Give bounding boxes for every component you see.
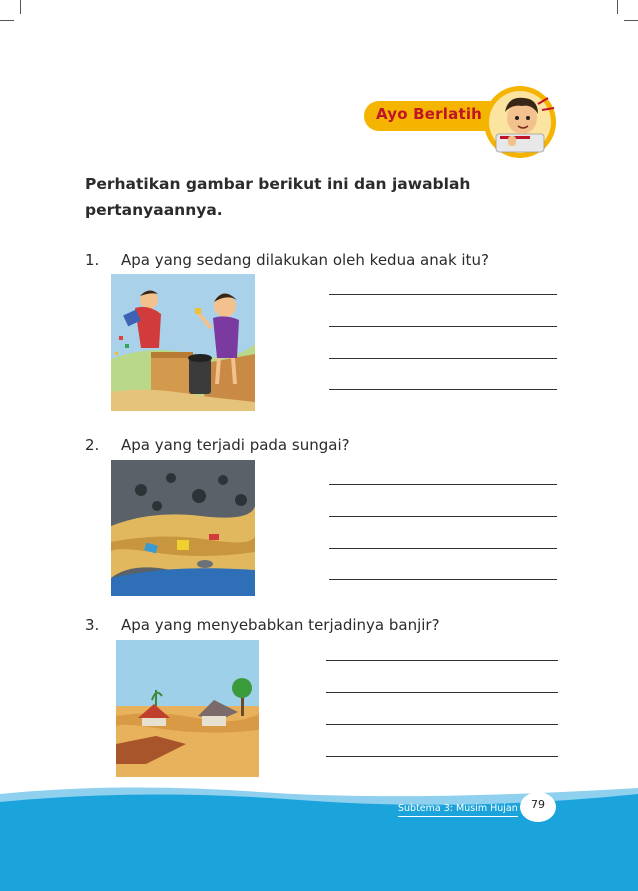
question-number: 3. <box>85 616 100 634</box>
answer-line[interactable] <box>326 756 558 757</box>
section-title: Ayo Berlatih <box>376 105 483 123</box>
answer-line[interactable] <box>329 548 557 549</box>
answer-line[interactable] <box>329 294 557 295</box>
crop-mark <box>20 0 21 14</box>
answer-line[interactable] <box>326 692 558 693</box>
answer-line[interactable] <box>329 579 557 580</box>
answer-line[interactable] <box>326 660 558 661</box>
crop-mark <box>0 20 14 21</box>
children-littering-illustration <box>111 274 255 411</box>
question-number: 1. <box>85 251 100 269</box>
question-text: Apa yang terjadi pada sungai? <box>121 436 350 454</box>
answer-line[interactable] <box>329 516 557 517</box>
question-text: Apa yang sedang dilakukan oleh kedua anak itu? <box>121 251 489 269</box>
question-2 <box>85 436 350 454</box>
answer-line[interactable] <box>326 724 558 725</box>
student-mascot-illustration <box>474 84 566 162</box>
answer-line[interactable] <box>329 358 557 359</box>
answer-line[interactable] <box>329 389 557 390</box>
question-1 <box>85 251 489 269</box>
question-text: Apa yang menyebabkan terjadinya banjir? <box>121 616 440 634</box>
crop-mark <box>617 0 618 14</box>
page-number: 79 <box>531 798 545 811</box>
question-3 <box>85 616 440 634</box>
answer-line[interactable] <box>329 326 557 327</box>
footer-subtheme: Subtema 3: Musim Hujan <box>398 803 518 817</box>
flood-illustration <box>116 640 259 777</box>
answer-line[interactable] <box>329 484 557 485</box>
question-number: 2. <box>85 436 100 454</box>
crop-mark <box>624 20 638 21</box>
polluted-river-illustration <box>111 460 255 596</box>
instruction-text: Perhatikan gambar berikut ini dan jawablah pertanyaannya. <box>85 175 471 219</box>
